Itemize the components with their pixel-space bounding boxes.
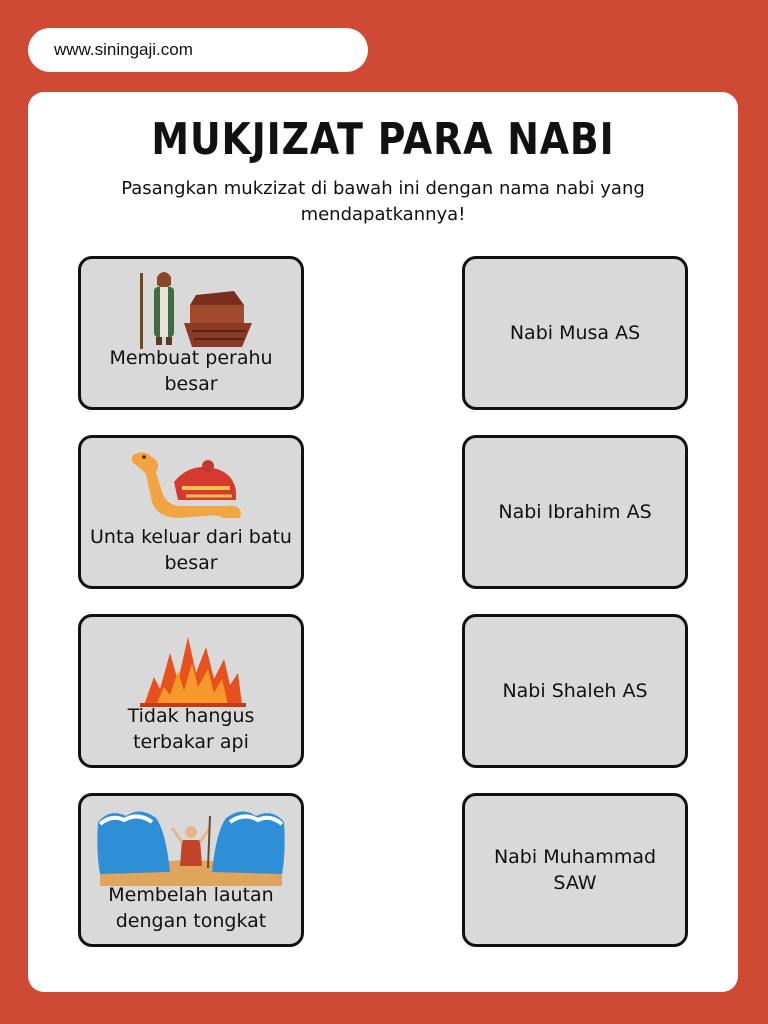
prophet-card-muhammad[interactable] [462, 793, 688, 947]
miracle-card-sea[interactable] [78, 793, 304, 947]
miracle-label: Membuat perahu besar [109, 347, 273, 395]
prophet-label: Nabi Musa AS [509, 322, 641, 344]
website-url: www.siningaji.com [28, 28, 368, 72]
miracle-card-fire[interactable] [78, 614, 304, 768]
page-title: MUKJIZAT PARA NABI [151, 114, 615, 165]
prophet-label: Nabi Ibrahim AS [498, 501, 652, 523]
miracle-card-camel[interactable] [78, 435, 304, 589]
miracle-card-boat[interactable] [78, 256, 304, 410]
miracle-label: Unta keluar dari batu besar [90, 526, 292, 574]
instructions: Pasangkan mukzizat di bawah ini dengan nama nabi yang mendapatkannya! [121, 178, 645, 225]
miracle-label: Tidak hangus terbakar api [127, 705, 255, 753]
fire-icon [81, 623, 301, 709]
prophet-card-musa[interactable] [462, 256, 688, 410]
worksheet [28, 92, 738, 992]
miracle-label: Membelah lautan dengan tongkat [108, 884, 274, 932]
prophet-label: Nabi Muhammad SAW [493, 846, 657, 894]
parted-sea-icon [81, 802, 301, 888]
prophet-card-ibrahim[interactable] [462, 435, 688, 589]
camel-icon [81, 444, 301, 530]
prophet-label: Nabi Shaleh AS [502, 680, 648, 702]
prophet-card-shaleh[interactable] [462, 614, 688, 768]
noah-ark-icon [81, 265, 301, 351]
